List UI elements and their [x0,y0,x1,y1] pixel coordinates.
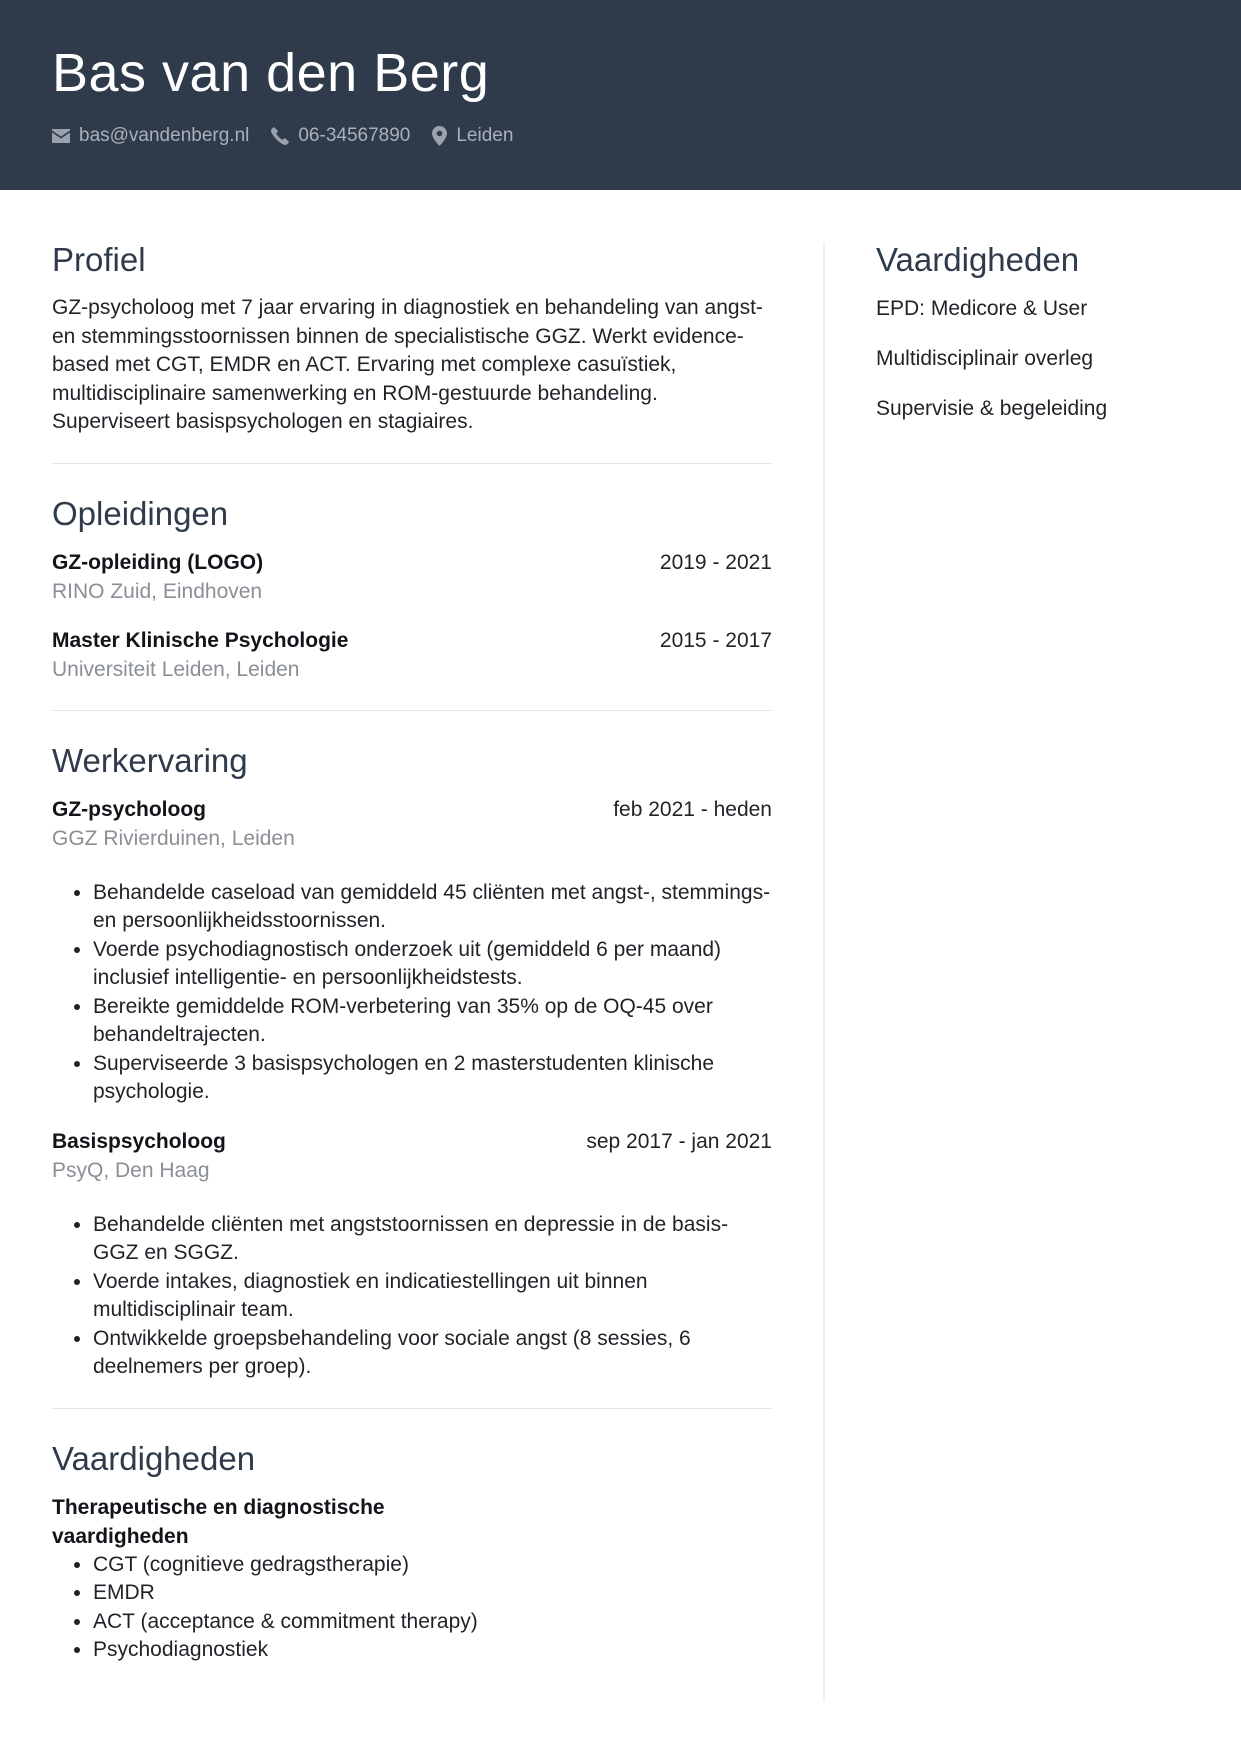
profile-summary: GZ-psycholoog met 7 jaar ervaring in diagnostiek en behandeling van angst- en stemmingsstoornissen binnen de specialistische GGZ. Werkt evidence-based met CGT, EMDR en ACT. Ervaring met complexe casuïstiek, multidisciplinaire samenwerking en ROM-gestuurde behandeling. Superviseert basispsychologen en stagiaires. [52,296,763,433]
skills-heading: Vaardigheden [52,1439,256,1477]
experience-entry [52,1127,772,1382]
sidebar [876,238,1196,444]
phone-icon [271,127,289,145]
skill-item: • ACT (acceptance & commitment therapy) [93,1608,772,1637]
skill-item: • EMDR [93,1579,772,1608]
skill-group-title: Therapeutische en diagnostische vaardigheden [52,1495,385,1548]
envelope-icon [52,129,70,143]
contact-email[interactable] [52,125,249,147]
achievement-item: • Superviseerde 3 basispsychologen en 2 masterstudenten klinische psychologie. [93,1050,772,1107]
skill-list [52,1551,772,1665]
resume-header [0,0,1241,190]
job-dates: feb 2021 - heden [613,797,772,821]
skills-section [52,1437,772,1665]
achievement-item: • Behandelde cliënten met angststoornissen en depressie in de basis-GGZ en SGGZ. [93,1211,772,1268]
contact-location [432,125,513,147]
education-dates: 2019 - 2021 [659,550,772,574]
job-dates: sep 2017 - jan 2021 [586,1129,772,1153]
job-title: Basispsycholoog [52,1129,226,1153]
education-section [52,492,772,684]
achievement-item: • Ontwikkelde groepsbehandeling voor sociale angst (8 sessies, 6 deelnemers per groep). [93,1325,772,1382]
job-title: GZ-psycholoog [52,797,206,821]
sidebar-skill-item: EPD: Medicore & User [876,297,1088,320]
skill-item: • CGT (cognitieve gedragstherapie) [93,1551,772,1580]
contact-phone[interactable] [271,125,410,147]
sidebar-skills-heading: Vaardigheden [876,241,1080,278]
institution: RINO Zuid, Eindhoven [52,579,263,603]
experience-entry [52,795,772,1107]
phone-text: 06-34567890 [298,125,411,146]
map-pin-icon [432,126,447,146]
section-divider [52,463,772,464]
email-text: bas@vandenberg.nl [79,125,250,146]
achievement-list [52,1211,772,1382]
institution: Universiteit Leiden, Leiden [52,657,300,681]
employer: GGZ Rivierduinen, Leiden [52,826,295,850]
degree-title: GZ-opleiding (LOGO) [52,550,264,574]
experience-heading: Werkervaring [52,741,248,779]
section-divider [52,1408,772,1409]
sidebar-skill-item: Supervisie & begeleiding [876,397,1108,420]
contact-bar [52,122,513,150]
achievement-item: • Voerde intakes, diagnostiek en indicatiestellingen uit binnen multidisciplinair team. [93,1268,772,1325]
achievement-list [52,879,772,1107]
achievement-item: • Voerde psychodiagnostisch onderzoek uit (gemiddeld 6 per maand) inclusief intelligentie- en persoonlijkheidstests. [93,936,772,993]
education-entry [52,548,772,606]
section-divider [52,710,772,711]
education-dates: 2015 - 2017 [659,628,772,652]
education-entry [52,626,772,684]
employer: PsyQ, Den Haag [52,1158,210,1182]
column-divider [823,242,825,1702]
sidebar-skill-item: Multidisciplinair overleg [876,347,1094,370]
candidate-name: Bas van den Berg [52,43,490,103]
profile-section [52,238,772,437]
profile-heading: Profiel [52,241,146,278]
skill-item: • Psychodiagnostiek [93,1636,772,1665]
main-column [52,238,772,1665]
achievement-item: • Bereikte gemiddelde ROM-verbetering van 35% op de OQ-45 over behandeltrajecten. [93,993,772,1050]
degree-title: Master Klinische Psychologie [52,628,349,652]
experience-section [52,739,772,1382]
achievement-item: • Behandelde caseload van gemiddeld 45 cliënten met angst-, stemmings- en persoonlijkheidsstoornissen. [93,879,772,936]
education-heading: Opleidingen [52,494,229,532]
location-text: Leiden [456,125,514,146]
